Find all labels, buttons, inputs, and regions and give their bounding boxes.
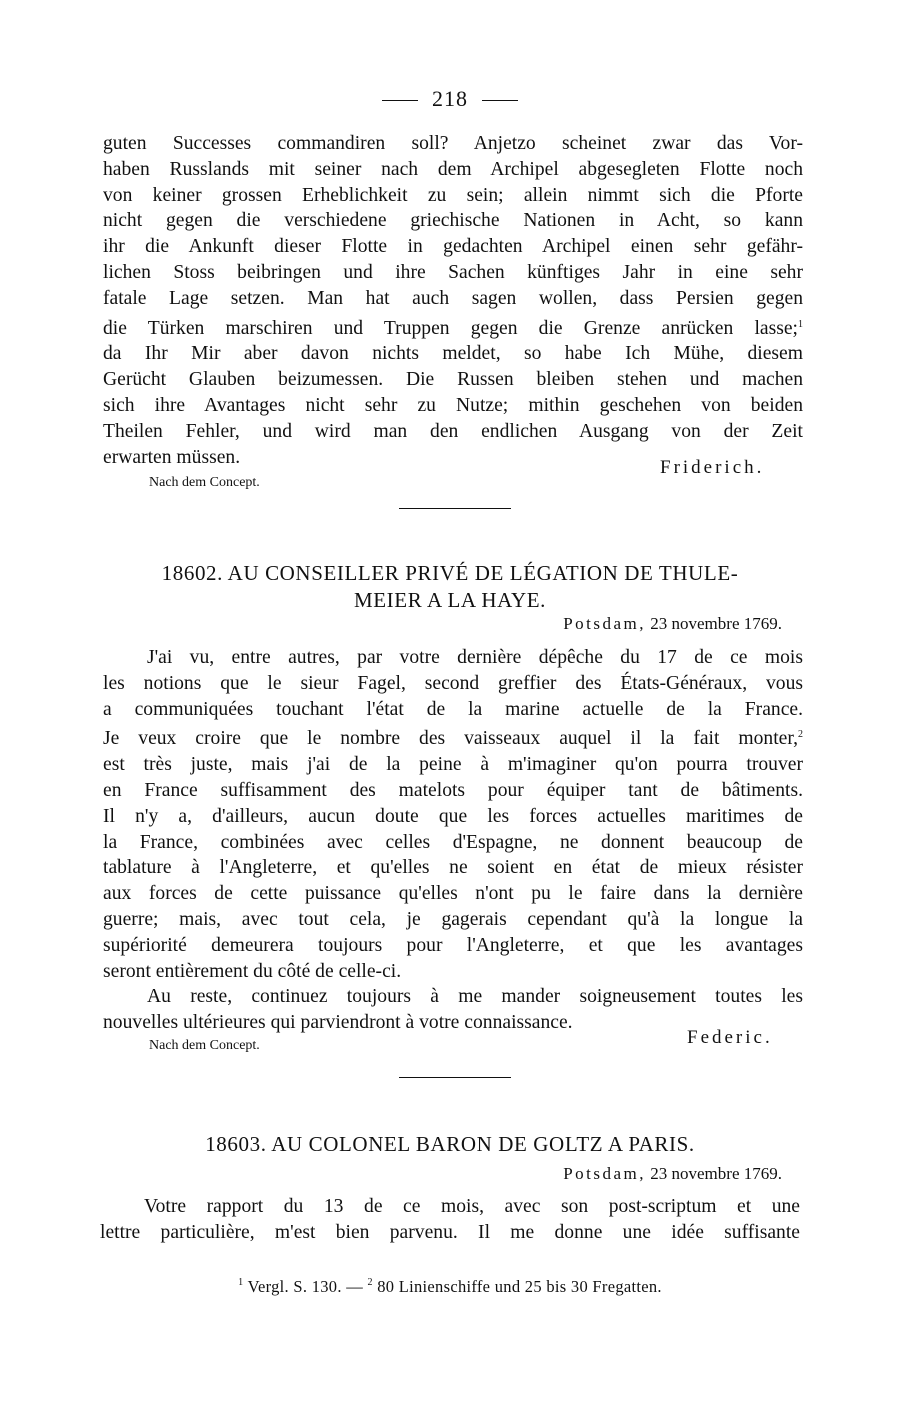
section-divider xyxy=(399,1077,511,1078)
text-line: guten Successes commandiren soll? Anjetzo scheinet zwar das Vor- xyxy=(103,133,803,154)
title-line: 18602. AU CONSEILLER PRIVÉ DE LÉGATION DE THULE- xyxy=(161,561,739,585)
text-line: lettre particulière, m'est bien parvenu. Il me donne une idée suffisante xyxy=(100,1221,800,1243)
section-divider xyxy=(399,508,511,509)
footnotes xyxy=(0,1277,900,1297)
text-line: guerre; mais, avec tout cela, je gagerais cependant qu'à la longue la xyxy=(103,908,803,930)
letter-18602-title xyxy=(100,560,800,614)
text-line: fatale Lage setzen. Man hat auch sagen wollen, dass Persien gegen xyxy=(103,287,803,309)
text-line: aux forces de cette puissance qu'elles n'ont pu le faire dans la dernière xyxy=(103,883,803,905)
text-line: nouvelles ultérieures qui parviendront à votre connaissance. xyxy=(103,1012,573,1034)
page-number: 218 xyxy=(432,86,468,111)
text-line: erwarten müssen. xyxy=(103,446,241,468)
date-place: Potsdam, xyxy=(563,614,647,633)
text-line: von keiner grossen Erheblichkeit zu sein; allein nimmt sich die Pforte xyxy=(103,184,803,206)
date-text: 23 novembre 1769. xyxy=(650,1164,782,1183)
footnote-mark: 2 xyxy=(798,729,803,741)
footnote-mark: 1 xyxy=(798,318,803,330)
letter-18603-title: 18603. AU COLONEL BARON DE GOLTZ A PARIS. xyxy=(205,1132,695,1156)
text-line: Au reste, continuez toujours à me mander soigneusement toutes les xyxy=(147,986,803,1008)
text-line: seront entièrement du côté de celle-ci. xyxy=(103,960,402,982)
text-line: la France, combinées avec celles d'Espagne, ne donnent beaucoup de xyxy=(103,831,803,853)
footnote-2: 80 Linienschiffe und 25 bis 30 Fregatten. xyxy=(377,1277,662,1296)
text-line: Theilen Fehler, und wird man den endlichen Ausgang von der Zeit xyxy=(103,420,803,442)
footnote-1: Vergl. S. 130. — xyxy=(247,1277,364,1296)
text-line xyxy=(103,722,803,752)
text-line: les notions que le sieur Fagel, second greffier des États-Généraux, vous xyxy=(103,672,803,694)
text-line: da Ihr Mir aber davon nichts meldet, so habe Ich Mühe, diesem xyxy=(103,343,803,365)
footnote-mark: 2 xyxy=(367,1277,373,1288)
text-line: Gerücht Glauben beizumessen. Die Russen bleiben stehen und machen xyxy=(103,369,803,391)
text-line: Votre rapport du 13 de ce mois, avec son post-scriptum et une xyxy=(144,1196,800,1217)
page-header xyxy=(0,86,900,112)
text-line xyxy=(103,312,803,342)
text-line: lichen Stoss beibringen und ihre Sachen künftiges Jahr in eine sehr xyxy=(103,261,803,283)
text-line: haben Russlands mit seiner nach dem Archipel abgesegleten Flotte noch xyxy=(103,158,803,180)
text-line: ihr die Ankunft dieser Flotte in gedachten Archipel einen sehr gefähr- xyxy=(103,236,803,258)
text-line: J'ai vu, entre autres, par votre dernière dépêche du 17 de ce mois xyxy=(147,647,803,668)
text-line: nicht gegen die verschiedene griechische Nationen in Acht, so kann xyxy=(103,210,803,232)
letter-18603-date xyxy=(563,1164,782,1184)
letter-18602-date xyxy=(563,614,782,634)
footnote-mark: 1 xyxy=(238,1277,244,1288)
text-line: en France suffisamment des matelots pour équiper tant de bâtiments. xyxy=(103,779,803,801)
header-rule-left xyxy=(382,100,418,101)
text-line-content: die Türken marschiren und Truppen gegen die Grenze anrücken lasse; xyxy=(103,317,798,339)
signature: Friderich. xyxy=(660,457,765,478)
source-note: Nach dem Concept. xyxy=(149,475,260,490)
text-line: est très juste, mais j'ai de la peine à m'imaginer qu'on pourra trouver xyxy=(103,754,803,776)
text-line: Il n'y a, d'ailleurs, aucun doute que les forces actuelles maritimes de xyxy=(103,805,803,827)
text-line: a communiquées touchant l'état de la marine actuelle de la France. xyxy=(103,698,803,720)
text-line: sich ihre Avantages nicht sehr zu Nutze; mithin geschehen von beiden xyxy=(103,394,803,416)
signature: Federic. xyxy=(687,1027,773,1048)
text-line: tablature à l'Angleterre, et qu'elles ne soient en état de mieux résister xyxy=(103,857,803,879)
text-line: supériorité demeurera toujours pour l'Angleterre, et que les avantages xyxy=(103,934,803,956)
letter-18603-body xyxy=(100,1194,800,1246)
title-line: MEIER A LA HAYE. xyxy=(353,588,546,612)
source-note: Nach dem Concept. xyxy=(149,1038,260,1053)
letter-18602-body xyxy=(103,645,803,1036)
text-line-content: Je veux croire que le nombre des vaisseaux auquel il la fait monter, xyxy=(103,728,798,750)
date-text: 23 novembre 1769. xyxy=(650,614,782,633)
letter-18601-body xyxy=(103,131,803,470)
date-place: Potsdam, xyxy=(563,1164,647,1183)
header-rule-right xyxy=(482,100,518,101)
